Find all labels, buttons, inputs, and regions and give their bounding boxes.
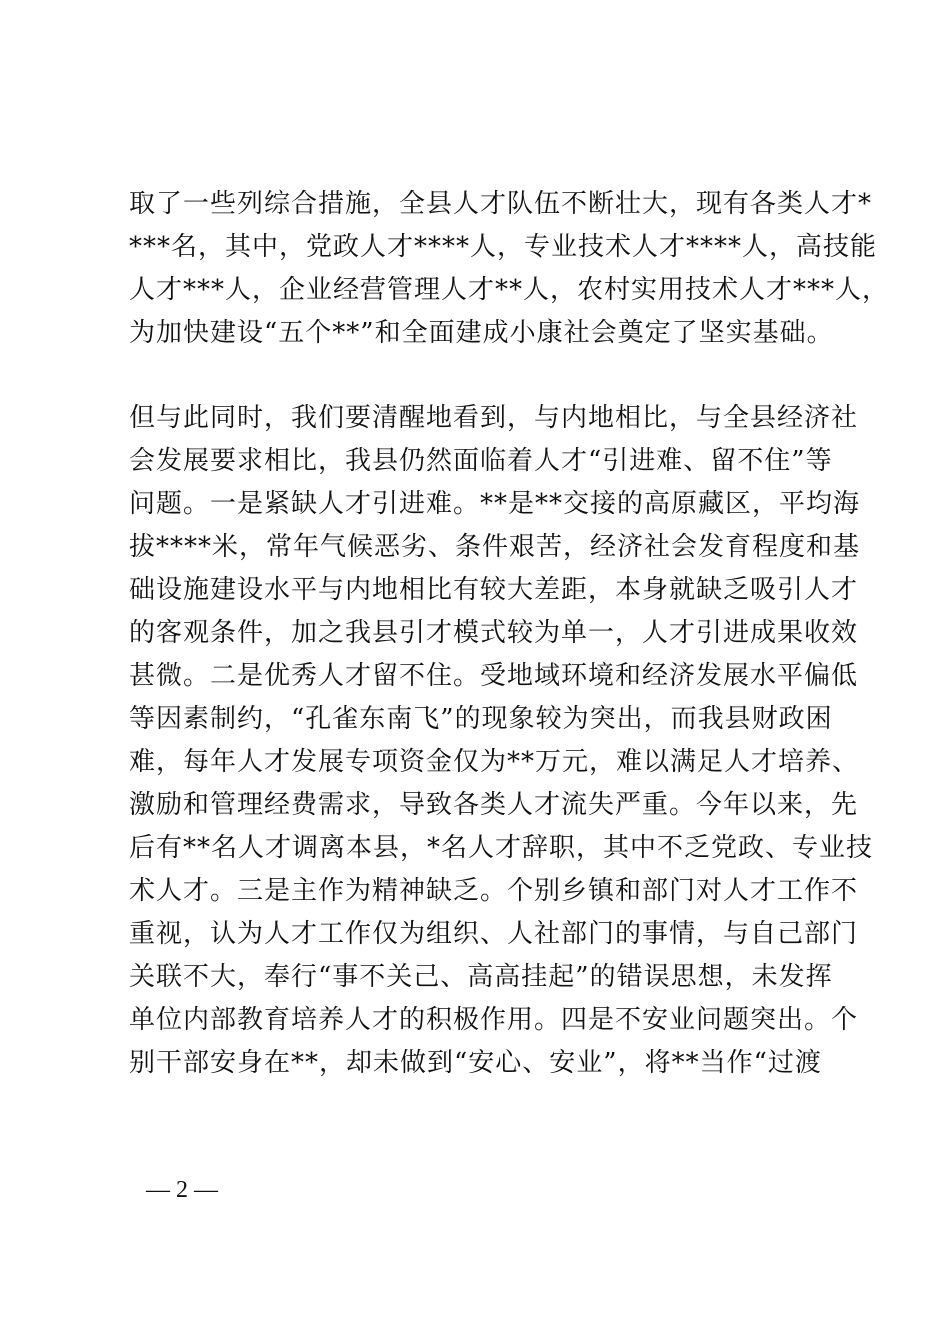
text-line: 为加快建设“五个**”和全面建成小康社会奠定了坚实基础。 — [129, 318, 834, 348]
paragraph-2 — [129, 397, 874, 1085]
text-line: 甚微。二是优秀人才留不住。受地域环境和经济发展水平偏低 — [129, 661, 859, 691]
text-line: 关联不大，奉行“事不关己、高高挂起”的错误思想，未发挥 — [129, 962, 833, 992]
text-line: 单位内部教育培养人才的积极作用。四是不安业问题突出。个 — [129, 1005, 859, 1035]
text-line: 难，每年人才发展专项资金仅为**万元，难以满足人才培养、 — [129, 747, 860, 777]
text-line: 拔****米，常年气候恶劣、条件艰苦，经济社会发育程度和基 — [129, 532, 861, 562]
text-line: 等因素制约，“孔雀东南飞”的现象较为突出，而我县财政困 — [129, 704, 833, 734]
paragraph-1 — [129, 183, 890, 355]
text-line: 重视，认为人才工作仅为组织、人社部门的事情，与自己部门 — [129, 919, 859, 949]
text-line: 激励和管理经费需求，导致各类人才流失严重。今年以来，先 — [129, 790, 859, 820]
text-line: 术人才。三是主作为精神缺乏。个别乡镇和部门对人才工作不 — [129, 876, 859, 906]
text-line: 后有**名人才调离本县，*名人才辞职，其中不乏党政、专业技 — [129, 833, 874, 863]
text-line: ***名，其中，党政人才****人，专业技术人才****人，高技能 — [129, 232, 878, 262]
text-line: 的客观条件，加之我县引才模式较为单一，人才引进成果收效 — [129, 618, 859, 648]
text-line: 别干部安身在**，却未做到“安心、安业”，将**当作“过渡 — [129, 1048, 822, 1078]
text-line: 问题。一是紧缺人才引进难。**是**交接的高原藏区，平均海 — [129, 489, 861, 519]
text-line: 会发展要求相比，我县仍然面临着人才“引进难、留不住”等 — [129, 446, 833, 476]
text-line: 人才***人，企业经营管理人才**人，农村实用技术人才***人， — [129, 275, 890, 305]
page-number: — 2 — — [146, 1177, 218, 1203]
text-line: 取了一些列综合措施，全县人才队伍不断壮大，现有各类人才* — [129, 189, 873, 219]
text-line: 但与此同时，我们要清醒地看到，与内地相比，与全县经济社 — [129, 403, 859, 433]
text-line: 础设施建设水平与内地相比有较大差距，本身就缺乏吸引人才 — [129, 575, 859, 605]
